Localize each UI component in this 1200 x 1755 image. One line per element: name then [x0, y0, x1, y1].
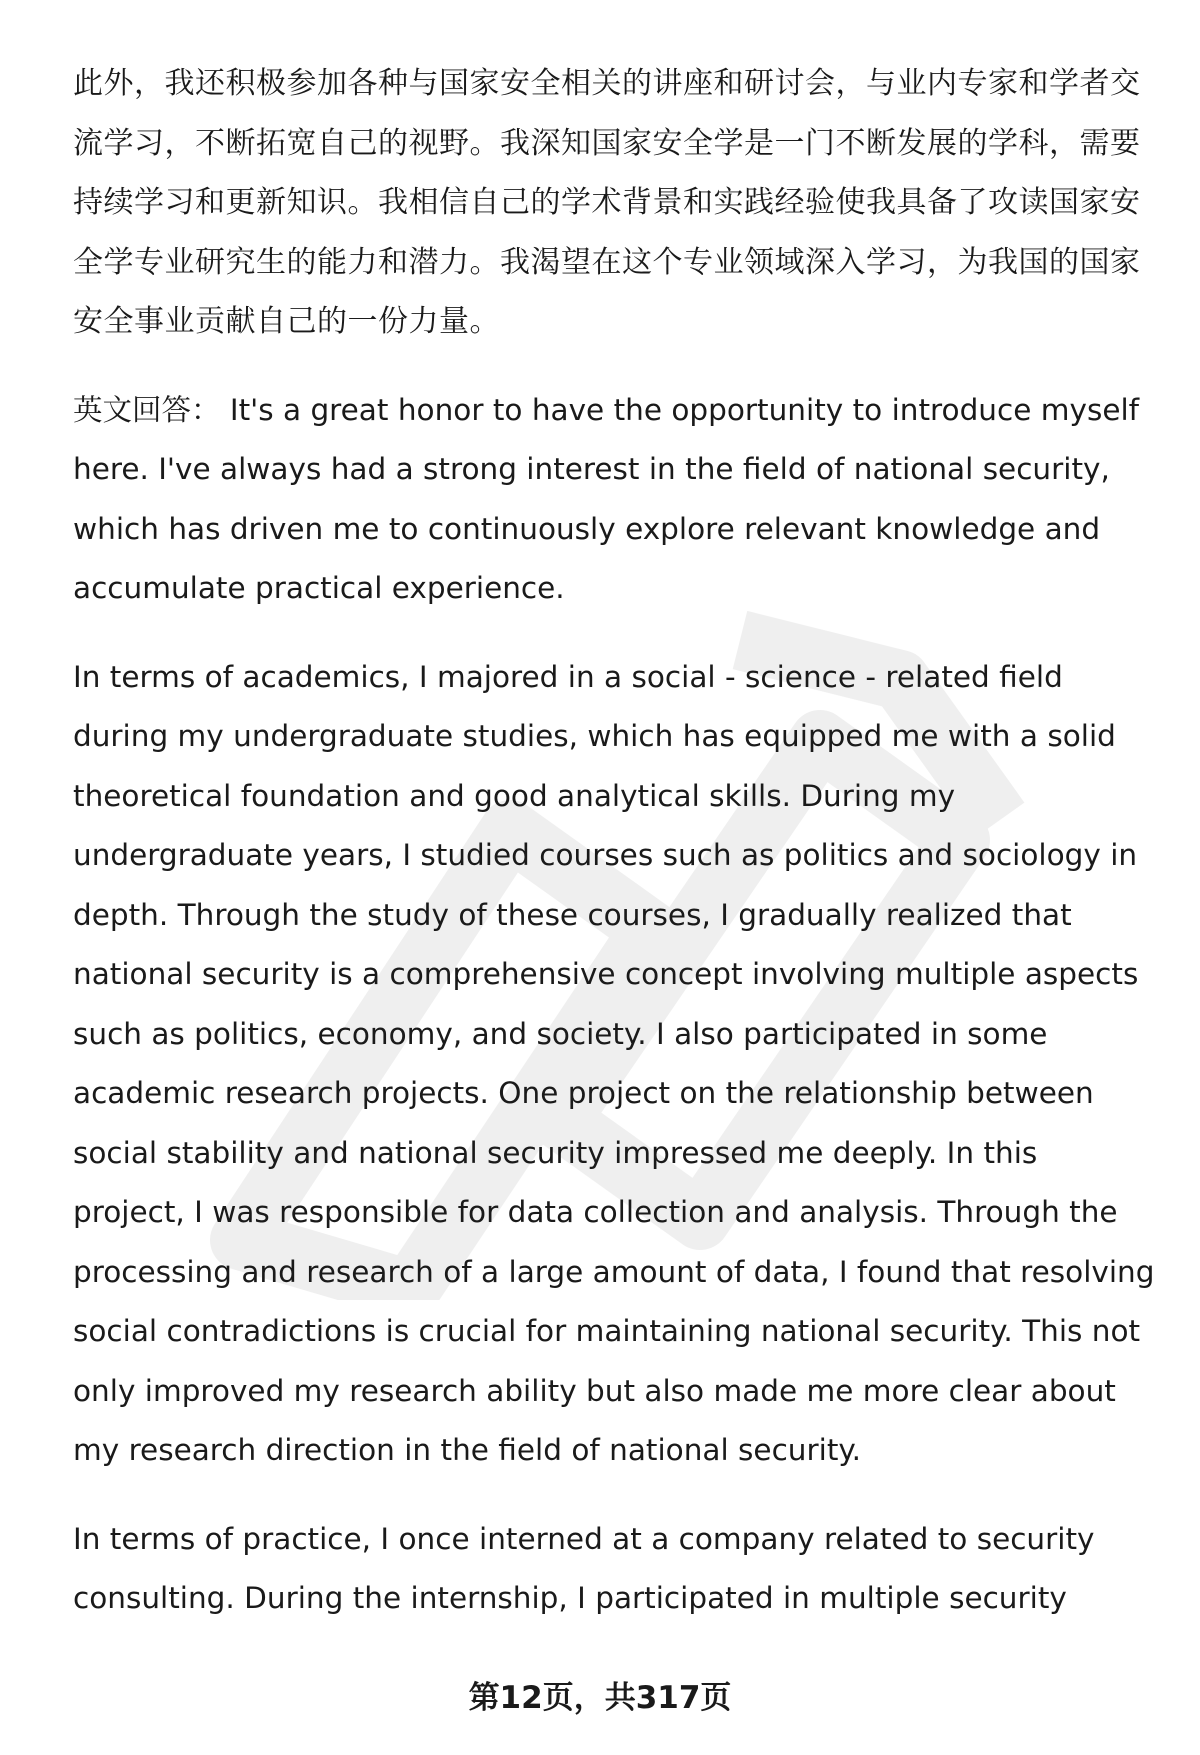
document-body [73, 54, 1158, 1658]
paragraph-academics: In terms of academics, I majored in a social - science - related field during my undergraduate studies, which has equipped me with a solid theoretical foundation and good analytical skills. During my undergraduate years, I studied courses such as politics and sociology in depth. Through the study of these courses, I gradually realized that national security is a comprehensive concept involving multiple aspects such as politics, economy, and society. I also participated in some academic research projects. One project on the relationship between social stability and national security impressed me deeply. In this project, I was responsible for data collection and analysis. Through the processing and research of a large amount of data, I found that resolving social contradictions is crucial for maintaining national security. This not only improved my research ability but also made me more clear about my research direction in the field of national security. [73, 659, 1155, 1467]
paragraph-practice: In terms of practice, I once interned at a company related to security consulting. During the internship, I participated in multiple security [73, 1521, 1095, 1615]
paragraph-chinese-summary: 此外，我还积极参加各种与国家安全相关的讲座和研讨会，与业内专家和学者交流学习，不断拓宽自己的视野。我深知国家安全学是一门不断发展的学科，需要持续学习和更新知识。我相信自己的学术背景和实践经验使我具备了攻读国家安全学专业研究生的能力和潜力。我渴望在这个专业领域深入学习，为我国的国家安全事业贡献自己的一份力量。 [73, 66, 1141, 339]
page-number-footer: 第12页，共317页 [468, 1680, 732, 1716]
paragraph-english-intro: 英文回答： It's a great honor to have the opportunity to introduce myself here. I've always had a strong interest in the field of national security, which has driven me to continuously explore relevant knowledge and accumulate practical experience. [73, 392, 1140, 605]
